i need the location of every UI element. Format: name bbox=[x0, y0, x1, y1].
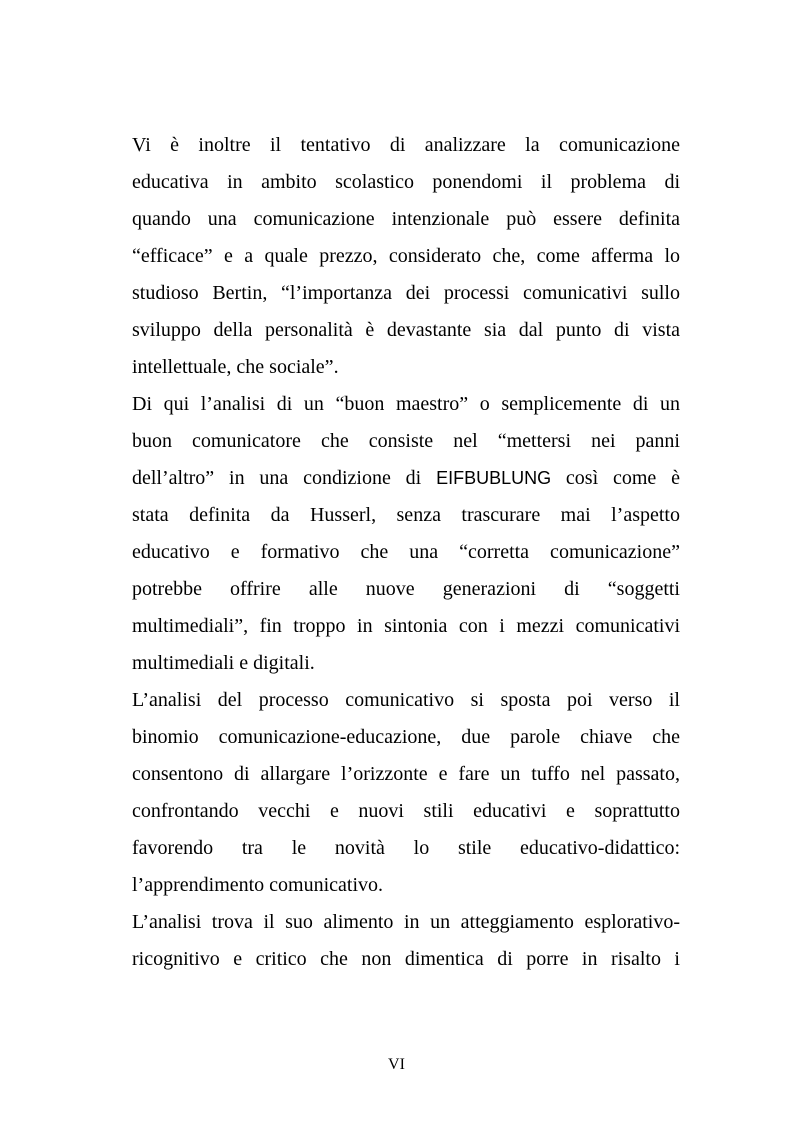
text-line: educativa in ambito scolastico ponendomi il problema di bbox=[132, 171, 680, 193]
text-line: “efficace” e a quale prezzo, considerato che, come afferma lo bbox=[132, 245, 680, 267]
text-line: binomio comunicazione-educazione, due parole chiave che bbox=[132, 726, 680, 748]
text-line: confrontando vecchi e nuovi stili educativi e soprattutto bbox=[132, 800, 680, 822]
text-line: quando una comunicazione intenzionale può essere definita bbox=[132, 208, 680, 230]
text-line: favorendo tra le novità lo stile educativo-didattico: bbox=[132, 837, 680, 859]
text-line: intellettuale, che sociale”. bbox=[132, 356, 339, 378]
text-line: educativo e formativo che una “corretta comunicazione” bbox=[132, 541, 680, 563]
text-line: studioso Bertin, “l’importanza dei processi comunicativi sullo bbox=[132, 282, 680, 304]
text-line: Di qui l’analisi di un “buon maestro” o semplicemente di un bbox=[132, 393, 680, 415]
text-line: Vi è inoltre il tentativo di analizzare la comunicazione bbox=[132, 134, 680, 156]
text-segment: dell’altro” in una condizione di bbox=[132, 467, 437, 489]
text-line: stata definita da Husserl, senza trascurare mai l’aspetto bbox=[132, 504, 680, 526]
text-line: buon comunicatore che consiste nel “mettersi nei panni bbox=[132, 430, 680, 452]
text-line: ricognitivo e critico che non dimentica di porre in risalto i bbox=[132, 948, 680, 970]
text-line: sviluppo della personalità è devastante sia dal punto di vista bbox=[132, 319, 680, 341]
text-line: consentono di allargare l’orizzonte e fare un tuffo nel passato, bbox=[132, 763, 680, 785]
body-text bbox=[132, 127, 680, 978]
text-line: L’analisi trova il suo alimento in un atteggiamento esplorativo- bbox=[132, 911, 680, 933]
page-number: VI bbox=[388, 1056, 405, 1073]
text-line: potrebbe offrire alle nuove generazioni di “soggetti bbox=[132, 578, 680, 600]
text-segment: così come è bbox=[551, 467, 680, 489]
text-line: L’analisi del processo comunicativo si sposta poi verso il bbox=[132, 689, 680, 711]
foreign-term: EIFBUBLUNG bbox=[436, 468, 552, 488]
text-line: multimediali e digitali. bbox=[132, 652, 315, 674]
text-line: multimediali”, fin troppo in sintonia con i mezzi comunicativi bbox=[132, 615, 680, 637]
text-line-with-term bbox=[132, 460, 680, 497]
text-line: l’apprendimento comunicativo. bbox=[132, 874, 384, 896]
